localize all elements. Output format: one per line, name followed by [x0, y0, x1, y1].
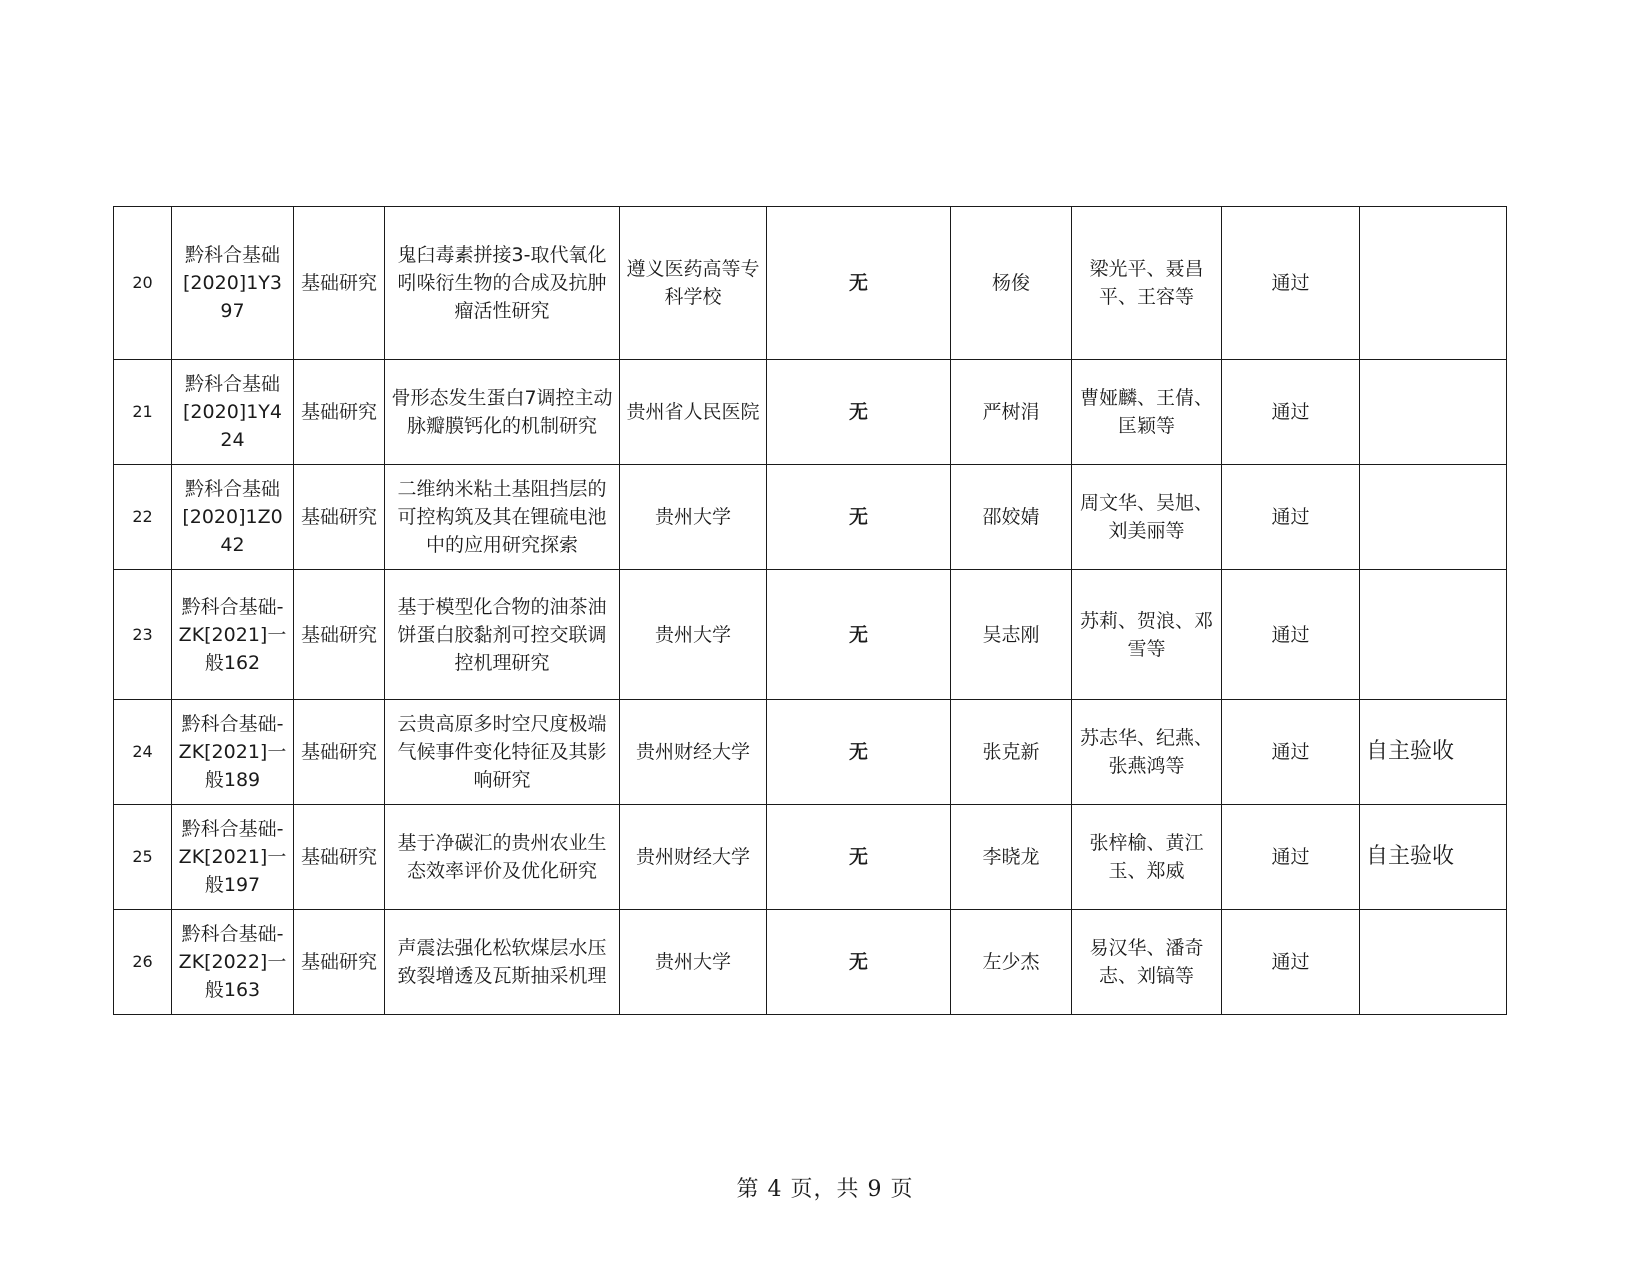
- table-row: [114, 910, 1507, 1015]
- project-leader: 吴志刚: [951, 570, 1072, 700]
- remark: 自主验收: [1360, 700, 1507, 805]
- row-number: 22: [114, 465, 172, 570]
- host-unit: 遵义医药高等专科学校: [620, 207, 767, 360]
- change-status: 无: [767, 570, 951, 700]
- host-unit: 贵州大学: [620, 570, 767, 700]
- acceptance-result: 通过: [1222, 700, 1360, 805]
- project-category: 基础研究: [294, 700, 385, 805]
- project-leader: 左少杰: [951, 910, 1072, 1015]
- remark: [1360, 910, 1507, 1015]
- change-status: 无: [767, 805, 951, 910]
- host-unit: 贵州大学: [620, 910, 767, 1015]
- remark: [1360, 207, 1507, 360]
- remark: [1360, 570, 1507, 700]
- project-title: 基于净碳汇的贵州农业生态效率评价及优化研究: [385, 805, 620, 910]
- row-number: 25: [114, 805, 172, 910]
- host-unit: 贵州财经大学: [620, 700, 767, 805]
- row-number: 24: [114, 700, 172, 805]
- project-category: 基础研究: [294, 360, 385, 465]
- acceptance-result: 通过: [1222, 570, 1360, 700]
- project-acceptance-table: [113, 206, 1507, 1015]
- remark: [1360, 360, 1507, 465]
- project-code: 黔科合基础-ZK[2021]一般162: [172, 570, 294, 700]
- table-row: [114, 805, 1507, 910]
- remark: 自主验收: [1360, 805, 1507, 910]
- project-title: 声震法强化松软煤层水压致裂增透及瓦斯抽采机理: [385, 910, 620, 1015]
- change-status: 无: [767, 700, 951, 805]
- project-title: 基于模型化合物的油茶油饼蛋白胶黏剂可控交联调控机理研究: [385, 570, 620, 700]
- remark: [1360, 465, 1507, 570]
- project-category: 基础研究: [294, 465, 385, 570]
- table-row: [114, 207, 1507, 360]
- row-number: 21: [114, 360, 172, 465]
- project-category: 基础研究: [294, 570, 385, 700]
- project-title: 鬼臼毒素拼接3-取代氧化吲哚衍生物的合成及抗肿瘤活性研究: [385, 207, 620, 360]
- team-members: 易汉华、潘奇志、刘镐等: [1072, 910, 1222, 1015]
- acceptance-result: 通过: [1222, 465, 1360, 570]
- row-number: 26: [114, 910, 172, 1015]
- project-title: 云贵高原多时空尺度极端气候事件变化特征及其影响研究: [385, 700, 620, 805]
- project-category: 基础研究: [294, 207, 385, 360]
- table-row: [114, 465, 1507, 570]
- acceptance-result: 通过: [1222, 910, 1360, 1015]
- project-category: 基础研究: [294, 910, 385, 1015]
- project-leader: 邵姣婧: [951, 465, 1072, 570]
- acceptance-result: 通过: [1222, 360, 1360, 465]
- acceptance-result: 通过: [1222, 207, 1360, 360]
- project-title: 二维纳米粘土基阻挡层的可控构筑及其在锂硫电池中的应用研究探索: [385, 465, 620, 570]
- team-members: 周文华、吴旭、刘美丽等: [1072, 465, 1222, 570]
- team-members: 梁光平、聂昌平、王容等: [1072, 207, 1222, 360]
- team-members: 曹娅麟、王倩、匡颖等: [1072, 360, 1222, 465]
- project-code: 黔科合基础-ZK[2021]一般189: [172, 700, 294, 805]
- team-members: 张梓榆、黄江玉、郑威: [1072, 805, 1222, 910]
- table-row: [114, 570, 1507, 700]
- project-code: 黔科合基础[2020]1Z042: [172, 465, 294, 570]
- project-code: 黔科合基础-ZK[2021]一般197: [172, 805, 294, 910]
- host-unit: 贵州财经大学: [620, 805, 767, 910]
- acceptance-result: 通过: [1222, 805, 1360, 910]
- table-row: [114, 700, 1507, 805]
- project-leader: 张克新: [951, 700, 1072, 805]
- project-title: 骨形态发生蛋白7调控主动脉瓣膜钙化的机制研究: [385, 360, 620, 465]
- project-leader: 杨俊: [951, 207, 1072, 360]
- project-code: 黔科合基础[2020]1Y397: [172, 207, 294, 360]
- project-code: 黔科合基础[2020]1Y424: [172, 360, 294, 465]
- project-code: 黔科合基础-ZK[2022]一般163: [172, 910, 294, 1015]
- team-members: 苏莉、贺浪、邓雪等: [1072, 570, 1222, 700]
- host-unit: 贵州省人民医院: [620, 360, 767, 465]
- table-row: [114, 360, 1507, 465]
- row-number: 20: [114, 207, 172, 360]
- project-category: 基础研究: [294, 805, 385, 910]
- row-number: 23: [114, 570, 172, 700]
- team-members: 苏志华、纪燕、张燕鸿等: [1072, 700, 1222, 805]
- change-status: 无: [767, 910, 951, 1015]
- page-number: 第 4 页，共 9 页: [736, 1177, 914, 1202]
- change-status: 无: [767, 465, 951, 570]
- change-status: 无: [767, 360, 951, 465]
- host-unit: 贵州大学: [620, 465, 767, 570]
- project-leader: 李晓龙: [951, 805, 1072, 910]
- project-leader: 严树涓: [951, 360, 1072, 465]
- change-status: 无: [767, 207, 951, 360]
